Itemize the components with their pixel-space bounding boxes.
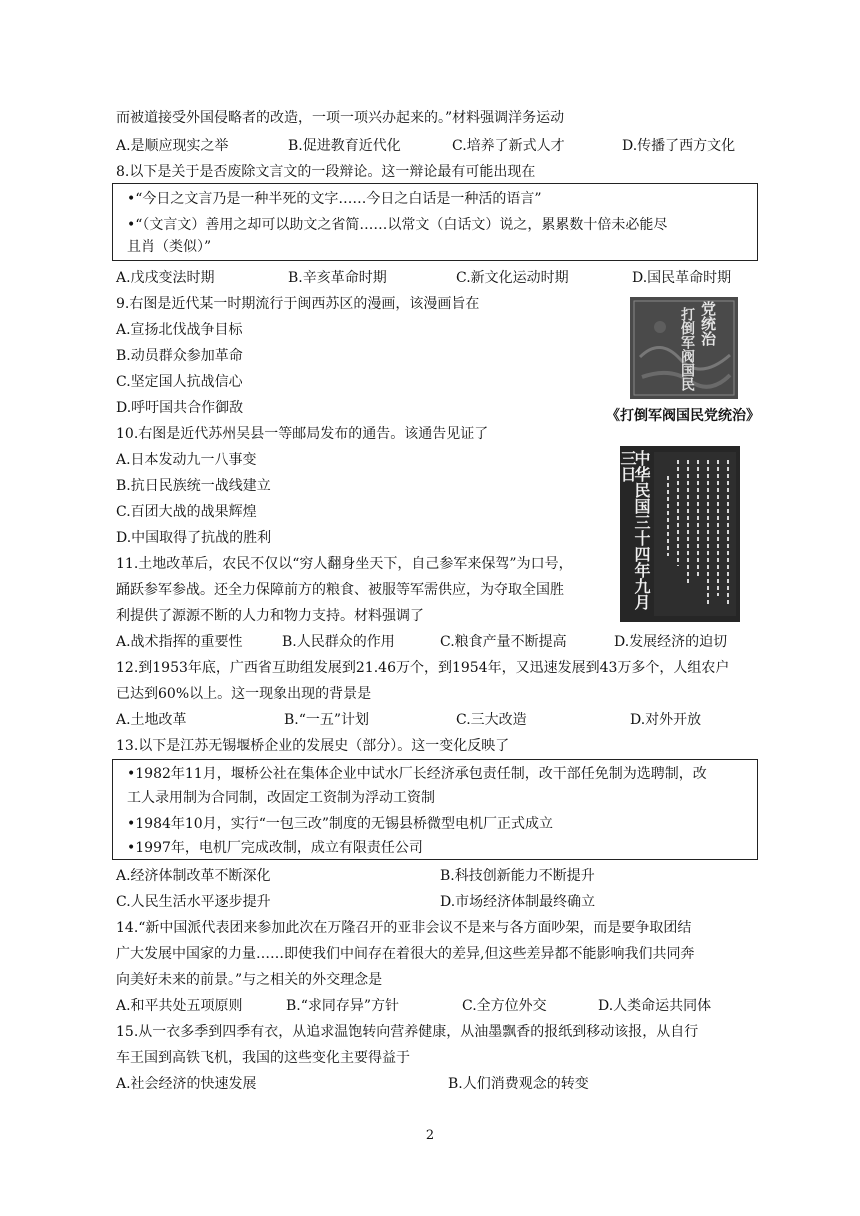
q11-option-b: B.人民群众的作用 (282, 634, 395, 650)
q13-option-c: C.人民生活水平逐步提升 (116, 894, 271, 910)
q9-option-d: D.呼吁国共合作御敌 (116, 400, 244, 416)
q10-stem: 10.右图是近代苏州吴县一等邮局发布的通告。该通告见证了 (116, 426, 489, 442)
q12-option-d: D.对外开放 (630, 712, 702, 728)
q12-stem-2: 已达到60%以上。这一现象出现的背景是 (116, 686, 372, 702)
q15-option-a: A.社会经济的快速发展 (116, 1076, 257, 1092)
notice-date-text: 中华民国三十四年九月三日 (618, 450, 651, 610)
q13-option-a: A.经济体制改革不断深化 (116, 868, 271, 884)
q11-option-d: D.发展经济的迫切 (614, 634, 728, 650)
q9-option-b: B.动员群众参加革命 (116, 348, 243, 364)
q8-quote-1: •“今日之文言乃是一种半死的文字……今日之白话是一种活的语言” (127, 191, 542, 207)
q11-stem-1: 11.土地改革后，农民不仅以“穷人翻身坐天下，自己参军来保驾”为口号， (116, 556, 573, 572)
q15-stem-2: 车王国到高铁飞机，我国的这些变化主要得益于 (116, 1050, 410, 1066)
q13-event-1: •1982年11月，堰桥公社在集体企业中试水厂长经济承包责任制，改干部任免制为选聘制，改 (127, 766, 707, 782)
cartoon-title-right: 党统治 (699, 301, 717, 346)
q8-option-a: A.戊戌变法时期 (116, 270, 215, 286)
q11-stem-2: 踊跃参军参战。还全力保障前方的粮食、被服等军需供应，为夺取全国胜 (116, 582, 564, 598)
q14-option-d: D.人类命运共同体 (598, 998, 712, 1014)
q14-option-a: A.和平共处五项原则 (116, 998, 243, 1014)
q7-option-b: B.促进教育近代化 (288, 138, 401, 154)
q13-option-d: D.市场经济体制最终确立 (440, 894, 596, 910)
q12-option-b: B.“一五”计划 (284, 712, 370, 728)
q10-option-d: D.中国取得了抗战的胜利 (116, 530, 272, 546)
q9-stem: 9.右图是近代某一时期流行于闽西苏区的漫画，该漫画旨在 (116, 296, 480, 312)
q7-option-d: D.传播了西方文化 (622, 138, 736, 154)
q7-option-c: C.培养了新式人才 (452, 138, 565, 154)
q12-option-a: A.土地改革 (116, 712, 187, 728)
q11-option-c: C.粮食产量不断提高 (440, 634, 567, 650)
q12-stem-1: 12.到1953年底，广西省互助组发展到21.46万个，到1954年，又迅速发展到43万多个，人组农户 (116, 660, 730, 676)
q13-event-3: •1997年，电机厂完成改制，成立有限责任公司 (127, 840, 423, 856)
q14-stem-2: 广大发展中国家的力量……即使我们中间存在着很大的差异,但这些差异都不能影响我们共同奔 (116, 946, 695, 962)
q8-quote-2: •“（文言文）善用之却可以助文之省简……以常文（白话文）说之，累累数十倍未必能尽 (127, 217, 668, 233)
q14-stem-3: 向美好未来的前景。”与之相关的外交理念是 (116, 972, 383, 988)
q10-option-c: C.百团大战的战果辉煌 (116, 504, 257, 520)
q13-event-1-cont: 工人录用制为合同制，改固定工资制为浮动工资制 (127, 790, 435, 806)
q9-option-a: A.宣扬北伐战争目标 (116, 322, 243, 338)
q8-quote-box (112, 183, 758, 261)
q9-cartoon-caption: 《打倒军阀国民党统治》 (606, 408, 760, 424)
q11-stem-3: 利提供了源源不断的人力和物力支持。材料强调了 (116, 608, 424, 624)
q9-cartoon-image (630, 297, 738, 399)
q14-option-c: C.全方位外交 (462, 998, 547, 1014)
q8-option-c: C.新文化运动时期 (456, 270, 569, 286)
q10-notice-image (620, 446, 740, 622)
page-number: 2 (425, 1128, 435, 1143)
q15-option-b: B.人们消费观念的转变 (448, 1076, 589, 1092)
q14-stem-1: 14.“新中国派代表团来参加此次在万隆召开的亚非会议不是来与各方面吵架，而是要争取团结 (116, 920, 692, 936)
q10-option-a: A.日本发动九一八事变 (116, 452, 257, 468)
q8-stem: 8.以下是关于是否废除文言文的一段辩论。这一辩论最有可能出现在 (116, 164, 536, 180)
q14-option-b: B.“求同存异”方针 (286, 998, 400, 1014)
q15-stem-1: 15.从一衣多季到四季有衣，从追求温饱转向营养健康，从油墨飘香的报纸到移动该报，从自行 (116, 1024, 699, 1040)
q8-quote-2-cont: 且肖（类似）” (127, 239, 212, 255)
q7-stem-end: 而被道接受外国侵略者的改造，一项一项兴办起来的。”材料强调洋务运动 (116, 110, 565, 126)
q8-option-d: D.国民革命时期 (632, 270, 732, 286)
q8-option-b: B.辛亥革命时期 (288, 270, 387, 286)
q13-stem: 13.以下是江苏无锡堰桥企业的发展史（部分）。这一变化反映了 (116, 738, 510, 754)
q12-option-c: C.三大改造 (456, 712, 527, 728)
cartoon-title-left: 打倒军阀国民 (679, 307, 695, 391)
q13-history-box (112, 759, 758, 860)
q13-event-2: •1984年10月，实行“一包三改”制度的无锡县桥微型电机厂正式成立 (127, 816, 554, 832)
q13-option-b: B.科技创新能力不断提升 (440, 868, 595, 884)
q10-option-b: B.抗日民族统一战线建立 (116, 478, 271, 494)
q11-option-a: A.战术指挥的重要性 (116, 634, 243, 650)
q9-option-c: C.坚定国人抗战信心 (116, 374, 243, 390)
q7-option-a: A.是顺应现实之举 (116, 138, 229, 154)
